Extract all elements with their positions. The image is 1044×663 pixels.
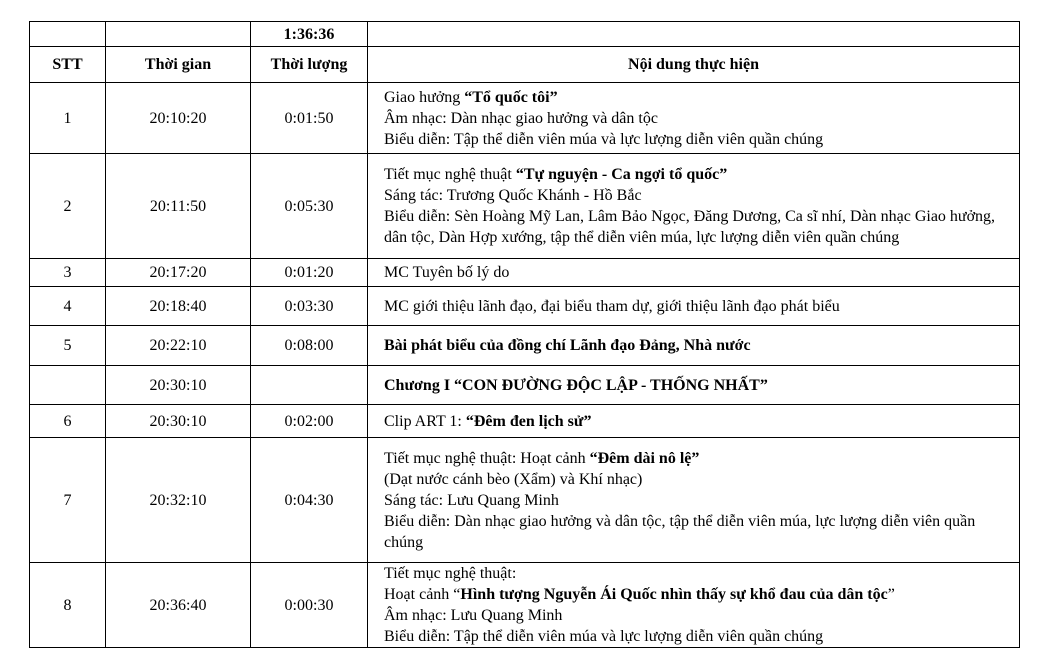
row-duration: 0:02:00: [251, 405, 368, 438]
content-line: [384, 448, 1011, 469]
row-time: 20:22:10: [106, 326, 251, 366]
row-time: 20:30:10: [106, 366, 251, 405]
content-text: Sáng tác: Trương Quốc Khánh - Hồ Bắc: [384, 187, 642, 204]
content-title: “Tổ quốc tôi”: [464, 88, 558, 106]
row-stt: 4: [30, 287, 106, 326]
content-line: [384, 87, 1011, 108]
content-line: [384, 164, 1011, 185]
content-line: [384, 185, 1011, 206]
row-stt: [30, 366, 106, 405]
content-text: MC giới thiệu lãnh đạo, đại biểu tham dự, giới thiệu lãnh đạo phát biểu: [384, 297, 840, 315]
table-row: [30, 83, 1020, 154]
content-text-after: ”: [887, 586, 895, 603]
row-content: [368, 563, 1020, 648]
table-row: [30, 259, 1020, 287]
row-content: [368, 259, 1020, 287]
content-text: Hoạt cảnh “: [384, 586, 461, 603]
row-content: [368, 287, 1020, 326]
row-duration: 0:01:20: [251, 259, 368, 287]
content-text: Tiết mục nghệ thuật: Hoạt cảnh: [384, 449, 590, 467]
empty-cell: [368, 22, 1020, 47]
content-line: [384, 490, 1011, 511]
table-row: [30, 154, 1020, 259]
row-time: 20:36:40: [106, 563, 251, 648]
content-text: Biểu diễn: Dàn nhạc giao hưởng và dân tộc, tập thể diễn viên múa, lực lượng diễn viên quần chúng: [384, 512, 976, 551]
row-duration: [251, 366, 368, 405]
content-text: Biểu diễn: Tập thể diễn viên múa và lực lượng diễn viên quần chúng: [384, 130, 824, 148]
row-content: [368, 154, 1020, 259]
content-line: [384, 584, 1011, 605]
empty-cell: [30, 22, 106, 47]
content-line: [384, 108, 1011, 129]
table-row: [30, 405, 1020, 438]
row-time: 20:18:40: [106, 287, 251, 326]
row-time: 20:17:20: [106, 259, 251, 287]
content-title: Hình tượng Nguyễn Ái Quốc nhìn thấy sự khổ đau của dân tộc: [460, 586, 888, 603]
table-row: [30, 563, 1020, 648]
content-line: [384, 469, 1011, 490]
row-content: [368, 83, 1020, 154]
row-stt: 8: [30, 563, 106, 648]
row-content: [368, 326, 1020, 366]
row-stt: 2: [30, 154, 106, 259]
content-text: Biểu diễn: Tập thể diễn viên múa và lực lượng diễn viên quần chúng: [384, 628, 824, 645]
table-row: [30, 287, 1020, 326]
content-line: [384, 375, 1011, 396]
content-line: [384, 511, 1011, 553]
content-line: [384, 563, 1011, 584]
content-text: Biểu diễn: Sèn Hoàng Mỹ Lan, Lâm Bảo Ngọc, Đăng Dương, Ca sĩ nhí, Dàn nhạc Giao hưởng, dân tộc, Dàn Hợp xướng, tập thể diễn viên múa, lực lượng diễn viên quần chúng: [384, 208, 996, 246]
header-duration: Thời lượng: [251, 47, 368, 83]
content-text: Sáng tác: Lưu Quang Minh: [384, 491, 559, 509]
content-line: [384, 626, 1011, 647]
content-text: MC Tuyên bố lý do: [384, 264, 510, 281]
row-time: 20:30:10: [106, 405, 251, 438]
row-stt: 3: [30, 259, 106, 287]
total-row: [30, 22, 1020, 47]
content-title: “Đêm đen lịch sử”: [465, 412, 592, 430]
table-row: [30, 438, 1020, 563]
header-row: [30, 47, 1020, 83]
content-line: [384, 335, 1011, 356]
row-stt: 1: [30, 83, 106, 154]
content-text: Tiết mục nghệ thuật:: [384, 565, 517, 582]
table-row: [30, 326, 1020, 366]
row-stt: 5: [30, 326, 106, 366]
empty-cell: [106, 22, 251, 47]
content-text: Tiết mục nghệ thuật: [384, 166, 516, 183]
row-duration: 0:00:30: [251, 563, 368, 648]
row-stt: 7: [30, 438, 106, 563]
table-row: [30, 366, 1020, 405]
content-text: (Dạt nước cánh bèo (Xẩm) và Khí nhạc): [384, 470, 643, 488]
header-time: Thời gian: [106, 47, 251, 83]
row-duration: 0:05:30: [251, 154, 368, 259]
row-content: [368, 366, 1020, 405]
total-duration: 1:36:36: [251, 22, 368, 47]
content-line: [384, 296, 1011, 317]
header-stt: STT: [30, 47, 106, 83]
row-duration: 0:04:30: [251, 438, 368, 563]
content-title: “Đêm dài nô lệ”: [589, 449, 700, 467]
row-stt: 6: [30, 405, 106, 438]
content-title: Chương I “CON ĐƯỜNG ĐỘC LẬP - THỐNG NHẤT”: [384, 376, 768, 394]
row-content: [368, 405, 1020, 438]
content-line: [384, 605, 1011, 626]
content-text: Clip ART 1:: [384, 412, 466, 430]
row-time: 20:32:10: [106, 438, 251, 563]
content-line: [384, 262, 1011, 283]
content-text: Giao hưởng: [384, 88, 465, 106]
content-text: Âm nhạc: Dàn nhạc giao hưởng và dân tộc: [384, 109, 658, 127]
content-title: Bài phát biểu của đồng chí Lãnh đạo Đảng, Nhà nước: [384, 337, 751, 354]
content-line: [384, 129, 1011, 150]
content-text: Âm nhạc: Lưu Quang Minh: [384, 607, 563, 624]
program-schedule-table: [29, 21, 1020, 648]
row-duration: 0:01:50: [251, 83, 368, 154]
content-title: “Tự nguyện - Ca ngợi tổ quốc”: [515, 166, 728, 183]
row-duration: 0:08:00: [251, 326, 368, 366]
row-content: [368, 438, 1020, 563]
content-line: [384, 206, 1011, 248]
header-content: Nội dung thực hiện: [368, 47, 1020, 83]
row-duration: 0:03:30: [251, 287, 368, 326]
row-time: 20:10:20: [106, 83, 251, 154]
row-time: 20:11:50: [106, 154, 251, 259]
content-line: [384, 411, 1011, 432]
